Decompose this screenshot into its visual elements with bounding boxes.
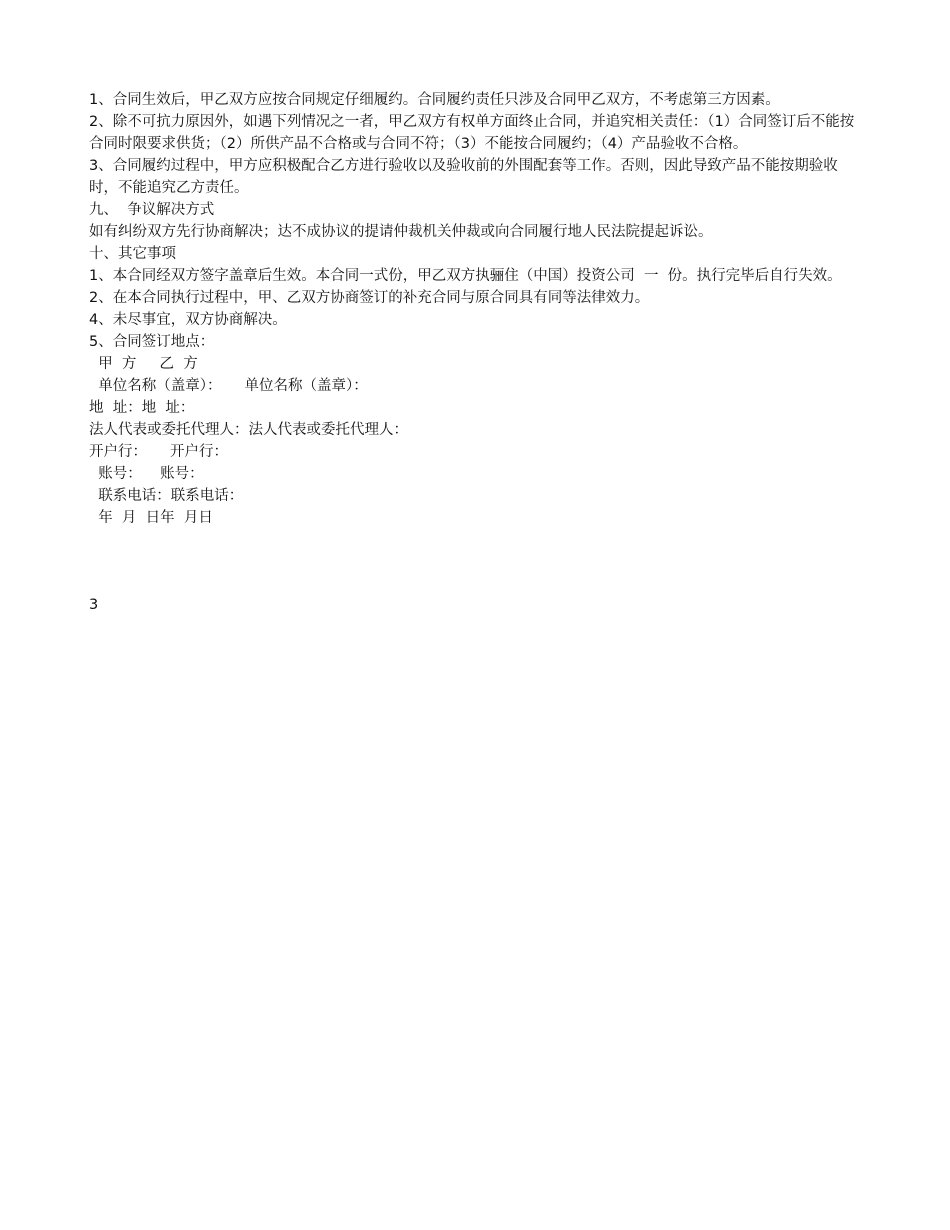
signature-bank: 开户行： 开户行：	[89, 444, 229, 460]
signature-unit-name: 单位名称（盖章）： 单位名称（盖章）：	[89, 378, 368, 394]
signature-phone: 联系电话：联系电话：	[89, 488, 244, 504]
section-heading-dispute: 九、 争议解决方式	[89, 202, 215, 218]
section-heading-other: 十、其它事项	[89, 246, 176, 262]
other-item-1: 1、本合同经双方签字盖章后生效。本合同一式份，甲乙双方执骊住（中国）投资公司 一 份。执行完毕后自行失效。	[89, 268, 842, 284]
signature-address: 地 址：地 址：	[89, 400, 195, 416]
dispute-text: 如有纠纷双方先行协商解决；达不成协议的提请仲裁机关仲裁或向合同履行地人民法院提起诉讼。	[89, 224, 713, 240]
other-item-5: 5、合同签订地点：	[89, 334, 215, 350]
signature-date: 年 月 日年 月日	[89, 510, 213, 526]
signature-representative: 法人代表或委托代理人：法人代表或委托代理人：	[89, 422, 408, 438]
clause-3: 3、合同履约过程中，甲方应积极配合乙方进行验收以及验收前的外围配套等工作。否则，因此导致产品不能按期验收时，不能追究乙方责任。	[89, 158, 838, 196]
other-item-4: 4、未尽事宜，双方协商解决。	[89, 312, 287, 328]
signature-parties: 甲 方 乙 方	[89, 356, 198, 372]
page-number: 3	[89, 597, 99, 613]
signature-account: 账号： 账号：	[89, 466, 204, 482]
clause-2: 2、除不可抗力原因外，如遇下列情况之一者，甲乙双方有权单方面终止合同，并追究相关责任：（1）合同签订后不能按合同时限要求供货；（2）所供产品不合格或与合同不符；（3）不能按合同履约；（4）产品验收不合格。	[89, 114, 855, 152]
clause-1: 1、合同生效后，甲乙双方应按合同规定仔细履约。合同履约责任只涉及合同甲乙双方，不考虑第三方因素。	[89, 92, 780, 108]
other-item-2: 2、在本合同执行过程中，甲、乙双方协商签订的补充合同与原合同具有同等法律效力。	[89, 290, 650, 306]
document-body	[89, 89, 861, 529]
